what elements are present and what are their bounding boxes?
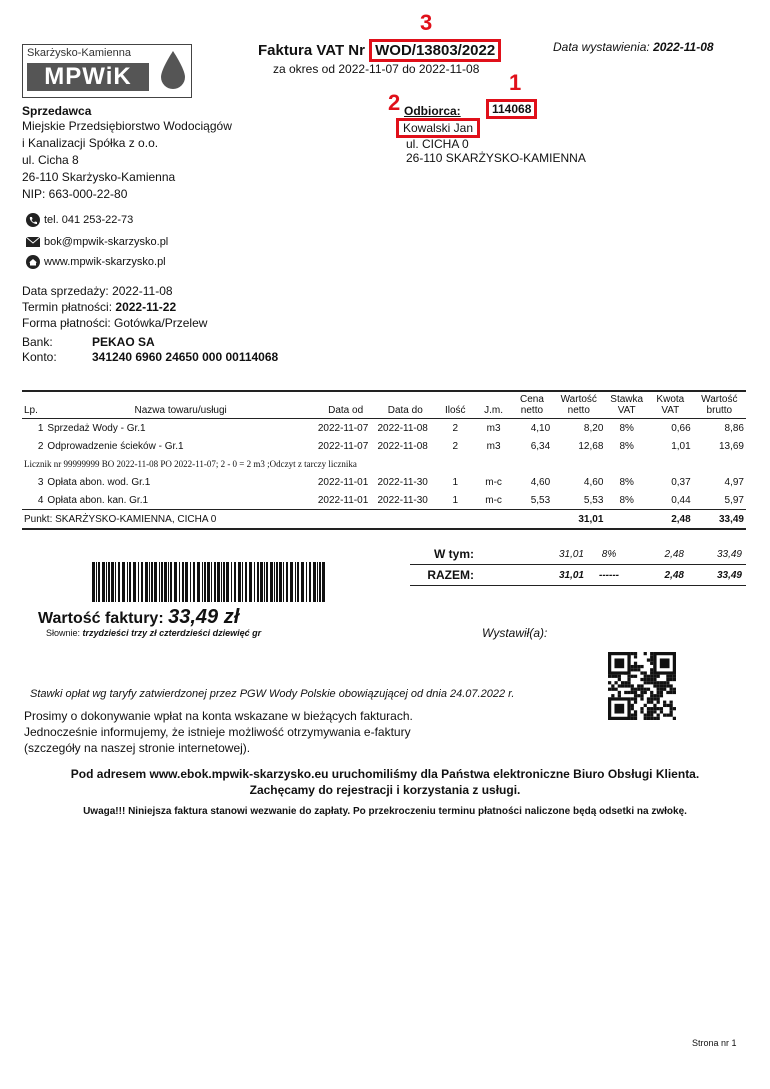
razem-gross: 33,49 (716, 569, 742, 581)
info-line: Jednocześnie informujemy, że istnieje możliwość otrzymywania e-faktury (24, 725, 411, 739)
point-summary-row (22, 510, 746, 530)
cell: 4,10 (530, 422, 551, 434)
cell: Opłata abon. wod. Gr.1 (47, 476, 151, 488)
wtym-gross: 33,49 (716, 548, 742, 560)
cell: 2022-11-30 (377, 494, 428, 506)
cell: 12,68 (578, 440, 604, 452)
point-gross: 33,49 (693, 510, 746, 530)
cell: 4,97 (724, 476, 744, 488)
ebok-line: Pod adresem www.ebok.mpwik-skarzysko.eu uruchomiliśmy dla Państwa elektroniczne Biuro Obsługi Klienta. (70, 767, 700, 781)
col-header: J.m. (476, 391, 512, 419)
razem-row (410, 565, 746, 586)
seller-heading: Sprzedawca (22, 104, 92, 118)
totals-block (410, 544, 746, 586)
due-date-label: Termin płatności: (22, 300, 113, 314)
logo-brand-text: MPWiK (27, 63, 149, 91)
invoice-value-amount: 33,49 zł (168, 606, 240, 628)
home-icon (26, 255, 40, 269)
col-header: Lp. (22, 391, 45, 419)
cell: m-c (485, 494, 502, 506)
cell: m3 (486, 440, 501, 452)
bank-name: PEKAO SA (92, 335, 155, 349)
razem-net: 31,01 (558, 569, 584, 581)
ebok-notice (0, 766, 770, 798)
cell: 4 (37, 494, 44, 506)
cell: 2022-11-08 (377, 440, 428, 452)
sale-date-label: Data sprzedaży: (22, 284, 109, 298)
cell: 1 (452, 476, 459, 488)
issue-date (553, 40, 714, 54)
cell: 8% (619, 494, 634, 506)
account-label: Konto: (22, 350, 57, 364)
buyer-id: 114068 (486, 99, 537, 119)
payment-method: Gotówka/Przelew (114, 316, 208, 330)
seller-line: ul. Cicha 8 (22, 153, 79, 167)
invoice-title (258, 42, 501, 59)
col-header: Wartość netto (552, 391, 605, 419)
point-net: 31,01 (552, 510, 605, 530)
cell: Opłata abon. kan. Gr.1 (47, 494, 149, 506)
page-number: Strona nr 1 (692, 1038, 737, 1048)
due-date: 2022-11-22 (115, 300, 177, 314)
seller-line: Miejskie Przedsiębiorstwo Wodociągów (22, 119, 232, 133)
table-row (22, 473, 746, 491)
seller-nip: NIP: 663-000-22-80 (22, 187, 128, 201)
razem-label: RAZEM: (427, 568, 474, 582)
cell: 0,66 (671, 422, 691, 434)
point-vat: 2,48 (648, 510, 693, 530)
meter-note-row (22, 455, 746, 473)
phone-icon (26, 213, 40, 227)
seller-block (22, 104, 232, 203)
tariff-note: Stawki opłat wg taryfy zatwierdzonej przez PGW Wody Polskie obowiązującej od dnia 24.07.2022 r. (30, 688, 515, 700)
buyer-street: ul. CICHA 0 (406, 137, 469, 151)
cell: 8% (619, 476, 634, 488)
cell: 8,86 (724, 422, 744, 434)
issue-date-label: Data wystawienia: (553, 40, 650, 54)
cell: 2022-11-01 (317, 476, 369, 488)
issued-by: Wystawił(a): (482, 626, 548, 640)
col-header: Stawka VAT (605, 391, 648, 419)
col-header: Ilość (435, 391, 475, 419)
invoice-number: WOD/13803/2022 (369, 39, 501, 62)
cell: 2022-11-07 (317, 440, 369, 452)
cell: 2022-11-01 (317, 494, 369, 506)
cell: Odprowadzenie ścieków - Gr.1 (47, 440, 184, 452)
words-label: Słownie: (46, 628, 81, 638)
razem-vat: 2,48 (664, 569, 684, 581)
buyer-city: 26-110 SKARŻYSKO-KAMIENNA (406, 151, 586, 165)
issue-date-value: 2022-11-08 (653, 40, 714, 54)
payment-warning: Uwaga!!! Niniejsza faktura stanowi wezwanie do zapłaty. Po przekroczeniu terminu płatności naliczone będą odsetki na zwłokę. (83, 806, 687, 817)
cell: 8% (619, 422, 634, 434)
cell: m3 (486, 422, 501, 434)
cell: 1 (452, 494, 459, 506)
bank-label: Bank: (22, 335, 53, 349)
meter-note: Licznik nr 99999999 BO 2022-11-08 PO 2022-11-07; 2 - 0 = 2 m3 ;Odczyt z tarczy licznika (24, 459, 357, 469)
cell: 3 (37, 476, 44, 488)
table-header-row (22, 391, 746, 419)
cell: 5,53 (583, 494, 604, 506)
logo-city-text: Skarżysko-Kamienna (27, 47, 131, 59)
table-row (22, 419, 746, 438)
contact-email (26, 235, 168, 249)
cell: 5,53 (530, 494, 551, 506)
items-table (22, 390, 746, 530)
invoice-value-label: Wartość faktury: (38, 610, 164, 627)
cell: 1,01 (671, 440, 691, 452)
info-line: Prosimy o dokonywanie wpłat na konta wskazane w bieżących fakturach. (24, 709, 413, 723)
ebok-line: Zachęcamy do rejestracji i korzystania z usługi. (249, 783, 521, 797)
wtym-vat: 2,48 (664, 548, 684, 560)
payment-method-label: Forma płatności: (22, 316, 111, 330)
invoice-value (38, 606, 239, 629)
cell: 2022-11-08 (377, 422, 428, 434)
col-header: Wartość brutto (693, 391, 746, 419)
phone-text: tel. 041 253-22-73 (44, 214, 134, 226)
cell: 8% (619, 440, 634, 452)
bank-info (22, 335, 278, 365)
web-text: www.mpwik-skarzysko.pl (44, 256, 166, 268)
annotation-1: 1 (509, 70, 522, 95)
words-value: trzydzieści trzy zł czterdzieści dziewięć gr (82, 628, 262, 638)
wtym-row (410, 544, 746, 565)
cell: 6,34 (530, 440, 551, 452)
buyer-label: Odbiorca: (404, 104, 461, 118)
cell: 2022-11-30 (377, 476, 428, 488)
cell: 13,69 (718, 440, 744, 452)
envelope-icon (26, 235, 40, 249)
col-header: Nazwa towaru/usługi (45, 391, 315, 419)
razem-rate: ------ (599, 569, 619, 581)
info-line: (szczegóły na naszej stronie internetowej). (24, 741, 251, 755)
qr-code (608, 652, 676, 720)
col-header: Cena netto (512, 391, 552, 419)
table-row (22, 437, 746, 455)
cell: 4,60 (583, 476, 604, 488)
cell: 5,97 (724, 494, 744, 506)
water-drop-icon (159, 49, 187, 89)
col-header: Data do (375, 391, 435, 419)
contact-web (26, 255, 166, 269)
email-text: bok@mpwik-skarzysko.pl (44, 236, 169, 248)
account-number: 341240 6960 24650 000 00114068 (92, 350, 279, 364)
cell: 4,60 (530, 476, 551, 488)
barcode (92, 562, 328, 602)
cell: 2 (37, 440, 44, 452)
col-header: Kwota VAT (648, 391, 693, 419)
company-logo (22, 44, 192, 98)
table-row (22, 491, 746, 510)
sale-info (22, 283, 207, 331)
cell: 8,20 (583, 422, 604, 434)
invoice-period: za okres od 2022-11-07 do 2022-11-08 (273, 62, 480, 76)
info-paragraph (24, 708, 413, 756)
col-header: Data od (316, 391, 376, 419)
seller-line: 26-110 Skarżysko-Kamienna (22, 170, 176, 184)
contact-phone (26, 213, 133, 227)
annotation-3: 3 (420, 10, 433, 35)
cell: 0,44 (671, 494, 691, 506)
seller-line: i Kanalizacji Spółka z o.o. (22, 136, 159, 150)
wtym-rate: 8% (601, 548, 617, 560)
wtym-label: W tym: (434, 547, 474, 561)
cell: 2 (452, 422, 459, 434)
cell: Sprzedaż Wody - Gr.1 (47, 422, 146, 434)
cell: m-c (485, 476, 502, 488)
annotation-2: 2 (388, 90, 401, 115)
invoice-title-prefix: Faktura VAT Nr (258, 42, 365, 59)
wtym-net: 31,01 (558, 548, 584, 560)
buyer-name: Kowalski Jan (396, 118, 480, 138)
sale-date: 2022-11-08 (112, 284, 173, 298)
cell: 1 (37, 422, 44, 434)
cell: 0,37 (671, 476, 691, 488)
point-label: Punkt: SKARŻYSKO-KAMIENNA, CICHA 0 (22, 510, 552, 530)
cell: 2 (452, 440, 459, 452)
amount-in-words (46, 628, 261, 638)
cell: 2022-11-07 (317, 422, 369, 434)
